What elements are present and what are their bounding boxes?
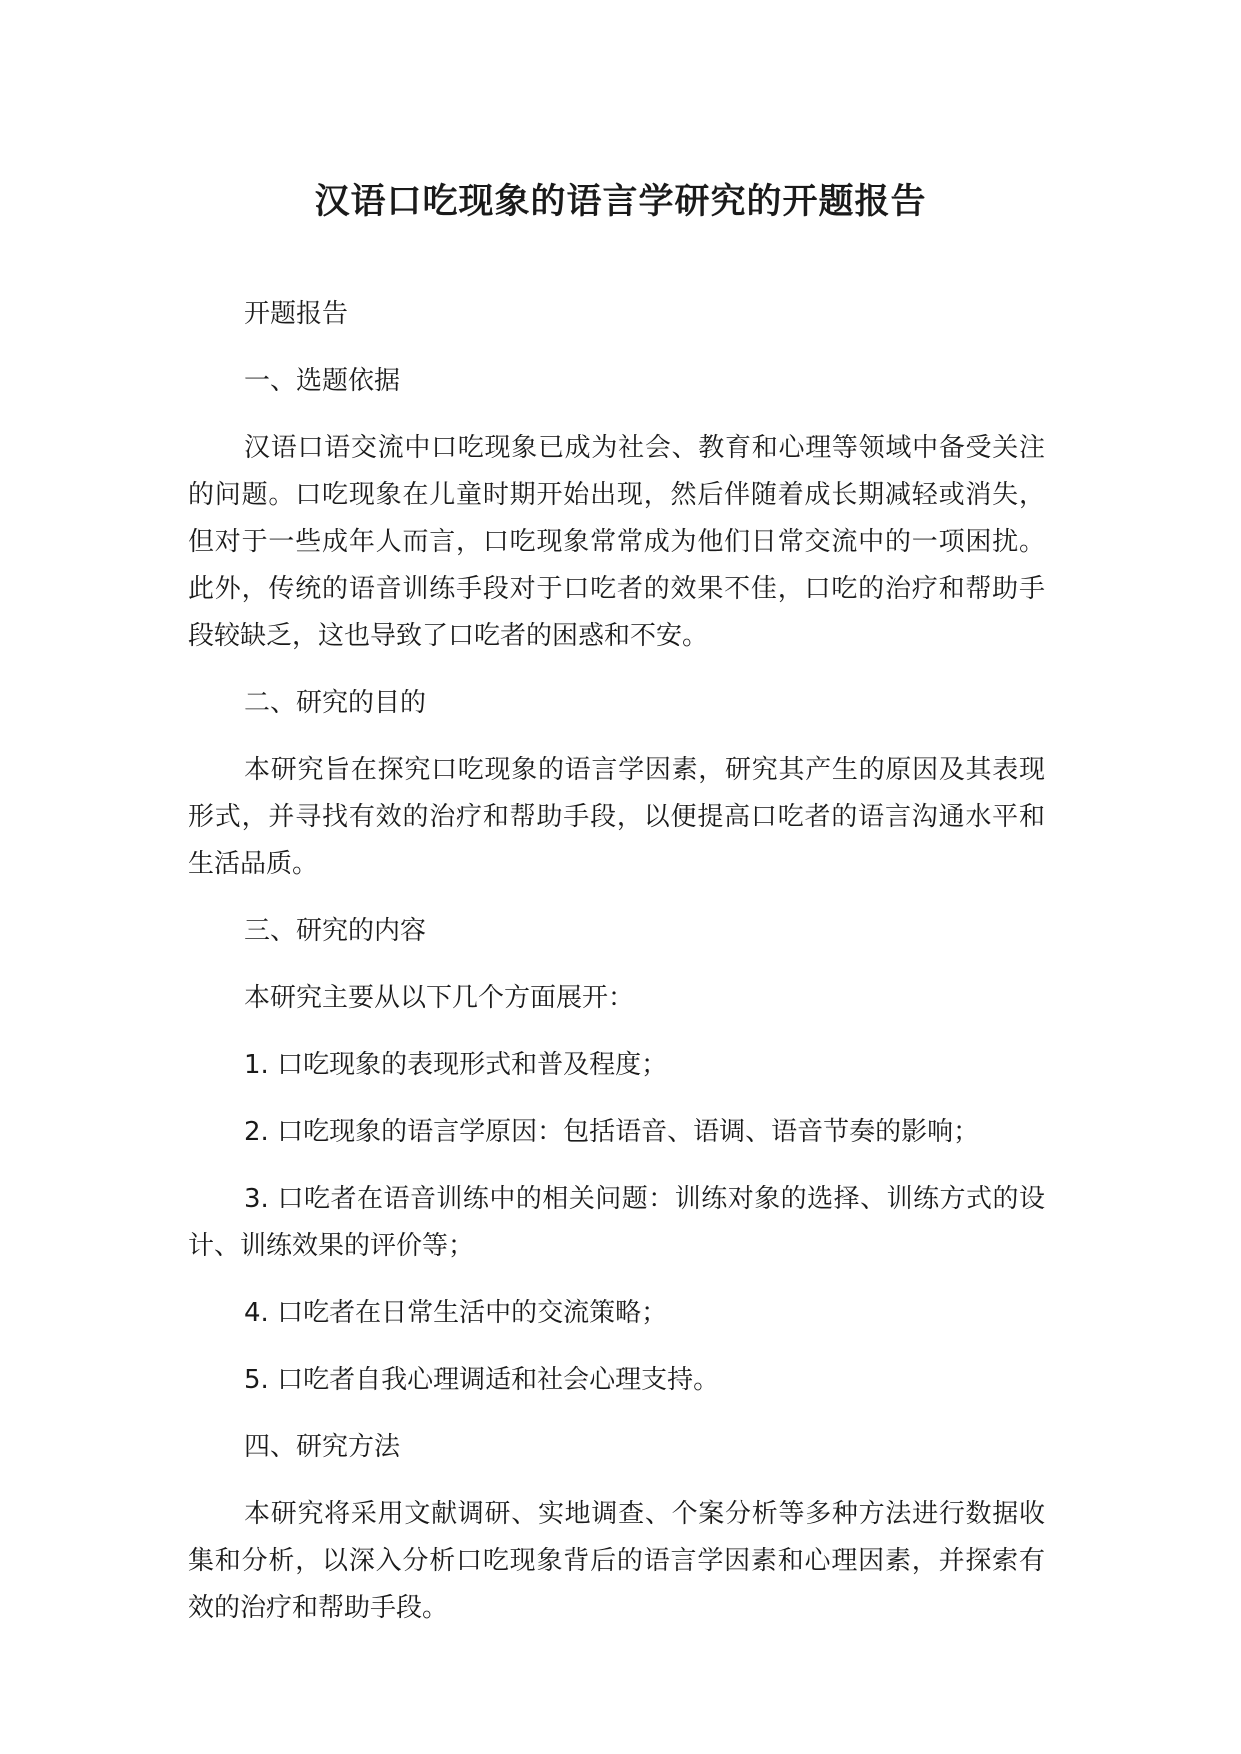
list-item-4: 4. 口吃者在日常生活中的交流策略； xyxy=(244,1298,668,1328)
document-body xyxy=(188,291,1045,1652)
paragraph-method: 本研究将采用文献调研、实地调查、个案分析等多种方法进行数据收集和分析，以深入分析口吃现象背后的语言学因素和心理因素，并探索有效的治疗和帮助手段。 xyxy=(188,1499,1045,1623)
list-item-5: 5. 口吃者自我心理调适和社会心理支持。 xyxy=(244,1365,720,1395)
paragraph-heading-report: 开题报告 xyxy=(244,299,349,329)
paragraph-purpose: 本研究旨在探究口吃现象的语言学因素，研究其产生的原因及其表现形式，并寻找有效的治疗和帮助手段，以便提高口吃者的语言沟通水平和生活品质。 xyxy=(188,755,1045,879)
section-heading-purpose: 二、研究的目的 xyxy=(244,688,427,718)
section-heading-method: 四、研究方法 xyxy=(244,1432,401,1462)
list-item-1: 1. 口吃现象的表现形式和普及程度； xyxy=(244,1050,668,1080)
paragraph-content-intro: 本研究主要从以下几个方面展开： xyxy=(244,983,635,1013)
list-item-3: 3. 口吃者在语音训练中的相关问题：训练对象的选择、训练方式的设计、训练效果的评价等； xyxy=(188,1184,1045,1261)
document-title: 汉语口吃现象的语言学研究的开题报告 xyxy=(314,182,927,222)
section-heading-content: 三、研究的内容 xyxy=(244,916,427,946)
list-item-2: 2. 口吃现象的语言学原因：包括语音、语调、语音节奏的影响； xyxy=(244,1117,980,1147)
section-heading-basis: 一、选题依据 xyxy=(244,366,401,396)
paragraph-basis: 汉语口语交流中口吃现象已成为社会、教育和心理等领域中备受关注的问题。口吃现象在儿童时期开始出现，然后伴随着成长期减轻或消失，但对于一些成年人而言，口吃现象常常成为他们日常交流中的一项困扰。此外，传统的语音训练手段对于口吃者的效果不佳，口吃的治疗和帮助手段较缺乏，这也导致了口吃者的困惑和不安。 xyxy=(188,433,1045,651)
